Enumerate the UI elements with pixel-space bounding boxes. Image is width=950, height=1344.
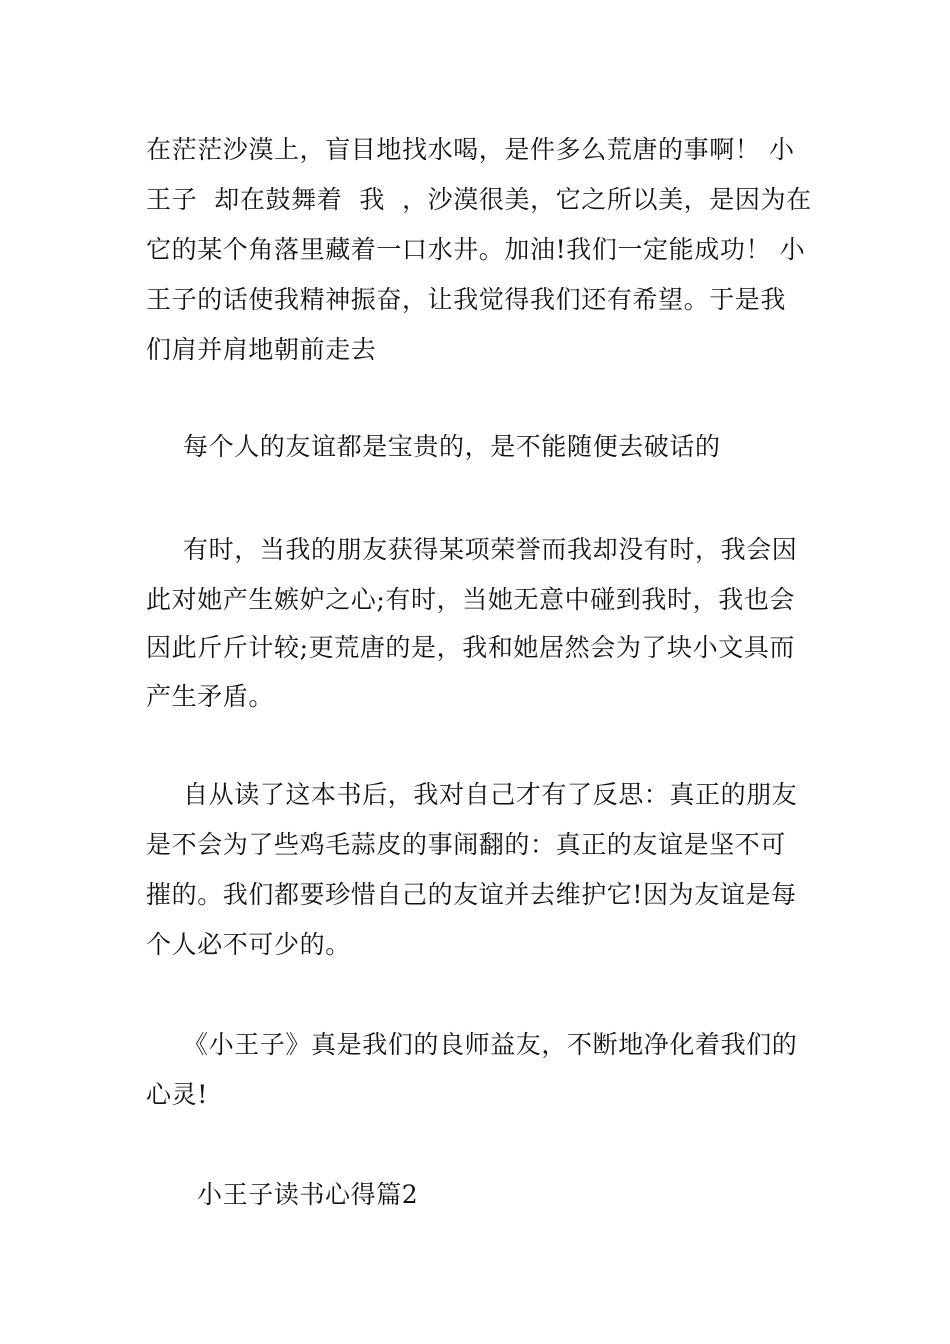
text-line: 《小王子》真是我们的良师益友，不断地净化着我们的	[183, 1030, 798, 1059]
text-line: 摧的。我们都要珍惜自己的友谊并去维护它!因为友谊是每	[146, 880, 797, 909]
text-line: 们肩并肩地朝前走去	[146, 335, 377, 364]
text-line: 产生矛盾。	[146, 682, 275, 711]
text-line: 因此斤斤计较;更荒唐的是，我和她居然会为了块小文具而	[146, 633, 796, 662]
text-line: 自从读了这本书后，我对自己才有了反思：真正的朋友	[183, 780, 798, 809]
text-line: 是不会为了些鸡毛蒜皮的事闹翻的：真正的友谊是坚不可	[146, 830, 787, 859]
text-line: 个人必不可少的。	[146, 930, 351, 959]
text-line: 此对她产生嫉妒之心;有时，当她无意中碰到我时，我也会	[146, 585, 796, 614]
section-heading: 小王子读书心得篇2	[197, 1180, 419, 1209]
text-line: 在茫茫沙漠上，盲目地找水喝，是件多么荒唐的事啊！ 小	[146, 135, 795, 164]
text-line: 有时，当我的朋友获得某项荣誉而我却没有时，我会因	[183, 535, 798, 564]
text-line: 心灵!	[146, 1080, 208, 1109]
text-line: 王子的话使我精神振奋，让我觉得我们还有希望。于是我	[146, 285, 787, 314]
text-line: 每个人的友谊都是宝贵的，是不能随便去破话的	[183, 432, 721, 461]
text-line: 它的某个角落里藏着一口水井。加油!我们一定能成功！ 小	[146, 235, 806, 264]
text-line: 王子 却在鼓舞着 我 ，沙漠很美，它之所以美，是因为在	[146, 185, 812, 214]
